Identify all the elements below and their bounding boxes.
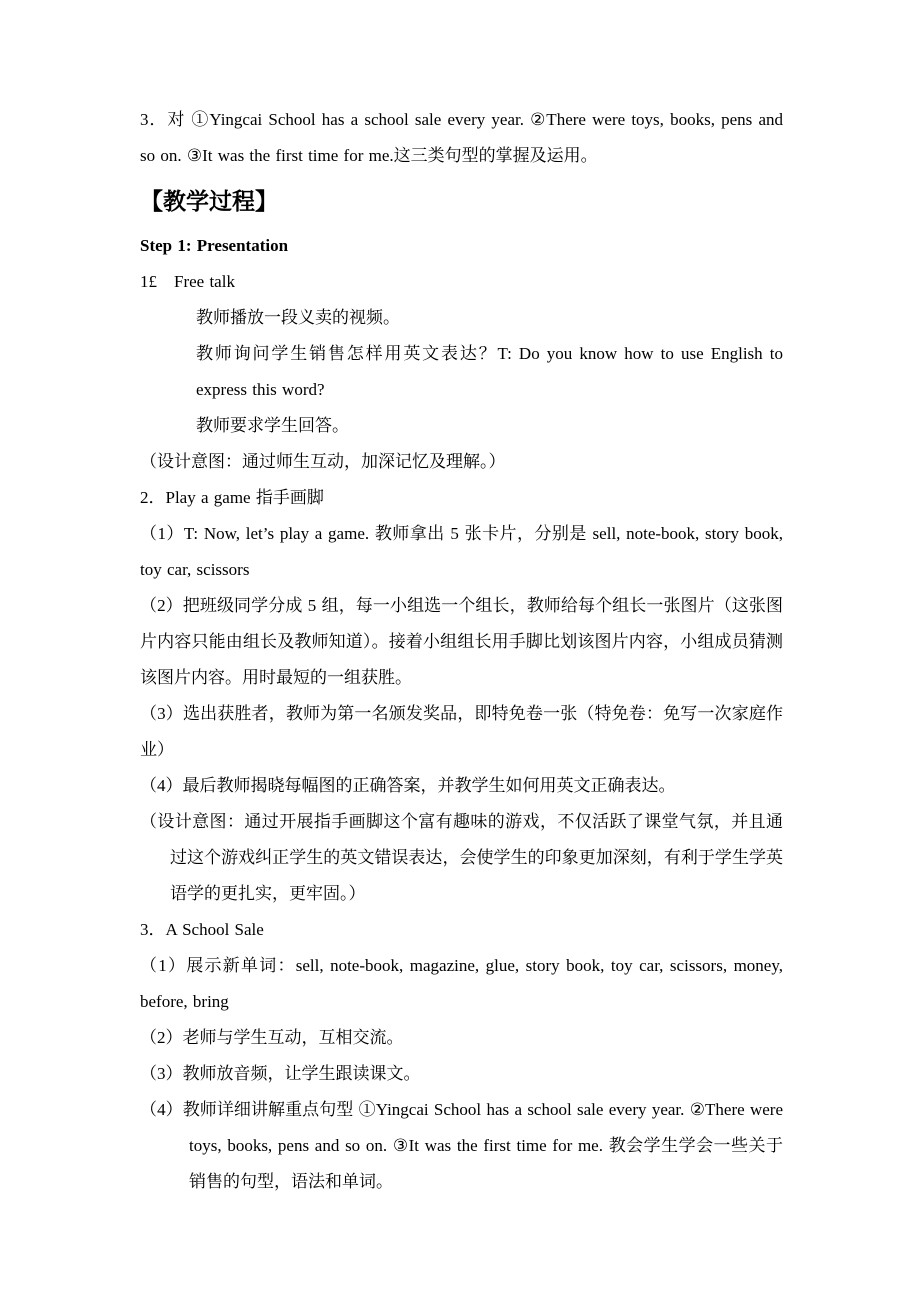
school-sale-heading: 3．A School Sale: [140, 920, 264, 939]
design-intent-note: （设计意图：通过师生互动，加深记忆及理解。）: [140, 452, 506, 471]
teaching-process-heading: 【教学过程】: [140, 189, 278, 214]
activity-line: 教师要求学生回答。: [196, 416, 349, 435]
sale-step-item: （2）老师与学生互动，互相交流。: [140, 1028, 404, 1047]
step1-heading: Step 1: Presentation: [140, 236, 289, 255]
sale-step-item: （4）教师详细讲解重点句型 ①Yingcai School has a school sale every year. ②There were toys, books, pens and so on. ③It was the first time for me. 教会学生学会一些关于销售的句型，语法和单词。: [140, 1100, 783, 1191]
design-intent-note: （设计意图：通过开展指手画脚这个富有趣味的游戏，不仅活跃了课堂气氛，并且通过这个游戏纠正学生的英文错误表达，会使学生的印象更加深刻，有利于学生学英语学的更扎实，更牢固。）: [140, 812, 783, 903]
game-step-item: （2）把班级同学分成 5 组，每一小组选一个组长，教师给每个组长一张图片（这张图片内容只能由组长及教师知道）。接着小组组长用手脚比划该图片内容，小组成员猜测该图片内容。用时最短的一组获胜。: [140, 596, 783, 687]
game-step-item: （3）选出获胜者，教师为第一名颁发奖品，即特免卷一张（特免卷：免写一次家庭作业）: [140, 704, 783, 759]
activity-line: 教师询问学生销售怎样用英文表达？T: Do you know how to use English to express this word?: [196, 344, 783, 399]
activity-line: 教师播放一段义卖的视频。: [196, 308, 400, 327]
game-step-item: （4）最后教师揭晓每幅图的正确答案，并教学生如何用英文正确表达。: [140, 776, 676, 795]
play-a-game-heading: 2．Play a game 指手画脚: [140, 488, 324, 507]
objective-paragraph: 3．对 ①Yingcai School has a school sale every year. ②There were toys, books, pens and so on. ③It was the first time for me.这三类句型的掌握及运用。: [140, 110, 783, 165]
game-step-item: （1）T: Now, let’s play a game. 教师拿出 5 张卡片，分别是 sell, note-book, story book, toy car, scissors: [140, 524, 783, 579]
sale-step-item: （3）教师放音频，让学生跟读课文。: [140, 1064, 421, 1083]
free-talk-label: 1£ Free talk: [140, 272, 235, 291]
sale-step-item: （1）展示新单词：sell, note-book, magazine, glue, story book, toy car, scissors, money, before, bring: [140, 956, 783, 1011]
